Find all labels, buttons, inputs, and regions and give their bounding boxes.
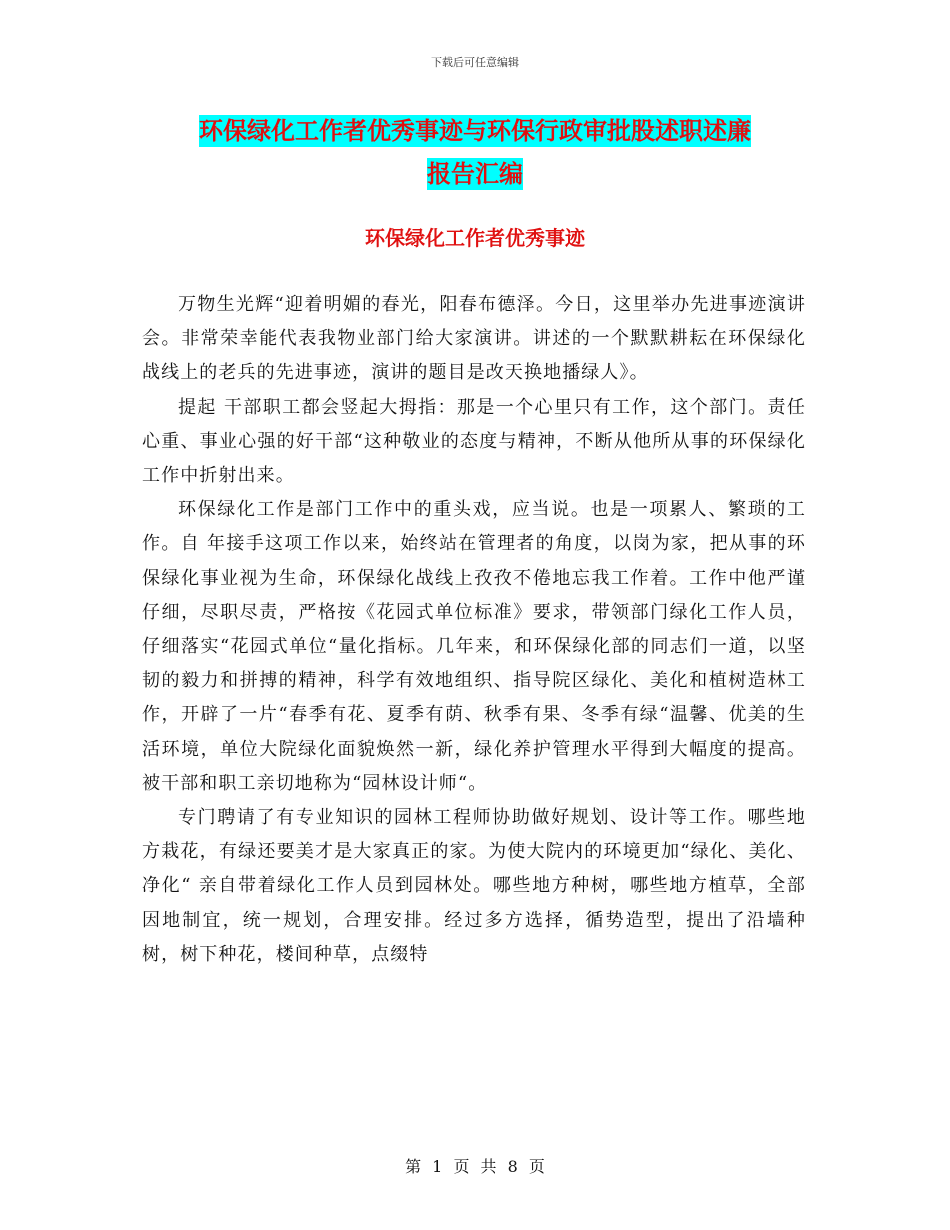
document-title-line1: 环保绿化工作者优秀事迹与环保行政审批股述职述廉 (199, 117, 751, 145)
page-number: 第 1 页 共 8 页 (405, 1157, 545, 1176)
paragraph: 万物生光辉“迎着明媚的春光，阳春布德泽。今日，这里举办先进事迹演讲会。非常荣幸能代表我物业部门给大家演讲。讲述的一个默默耕耘在环保绿化战线上的老兵的先进事迹，演讲的题目是改天换地播绿人》。 (142, 294, 806, 384)
section-title: 环保绿化工作者优秀事迹 (365, 226, 585, 250)
document-title (140, 110, 810, 196)
paragraph: 提起 干部职工都会竖起大拇指：那是一个心里只有工作，这个部门。责任心重、事业心强的好干部“这种敬业的态度与精神，不断从他所从事的环保绿化工作中折射出来。 (142, 396, 806, 487)
paragraph: 环保绿化工作是部门工作中的重头戏，应当说。也是一项累人、繁琐的工作。自 年接手这项工作以来，始终站在管理者的角度，以岗为家，把从事的环保绿化事业视为生命，环保绿化战线上孜孜不倦地忘我工作着。工作中他严谨仔细，尽职尽责，严格按《花园式单位标准》要求，带领部门绿化工作人员，仔细落实“花园式单位“量化指标。几年来，和环保绿化部的同志们一道，以坚韧的毅力和拼搏的精神，科学有效地组织、指导院区绿化、美化和植树造林工作，开辟了一片“春季有花、夏季有荫、秋季有果、冬季有绿“温馨、优美的生活环境，单位大院绿化面貌焕然一新，绿化养护管理水平得到大幅度的提高。被干部和职工亲切地称为“园林设计师“。 (142, 499, 806, 794)
paragraph: 专门聘请了有专业知识的园林工程师协助做好规划、设计等工作。哪些地方栽花，有绿还要美才是大家真正的家。为使大院内的环境更加“绿化、美化、净化“ 亲自带着绿化工作人员到园林处。哪些地方种树，哪些地方植草，全部因地制宜，统一规划，合理安排。经过多方选择，循势造型，提出了沿墙种树，树下种花，楼间种草，点缀特 (142, 807, 806, 965)
header-note: 下载后可任意编辑 (431, 56, 519, 69)
body-text (142, 288, 806, 972)
document-title-line2: 报告汇编 (427, 160, 523, 188)
